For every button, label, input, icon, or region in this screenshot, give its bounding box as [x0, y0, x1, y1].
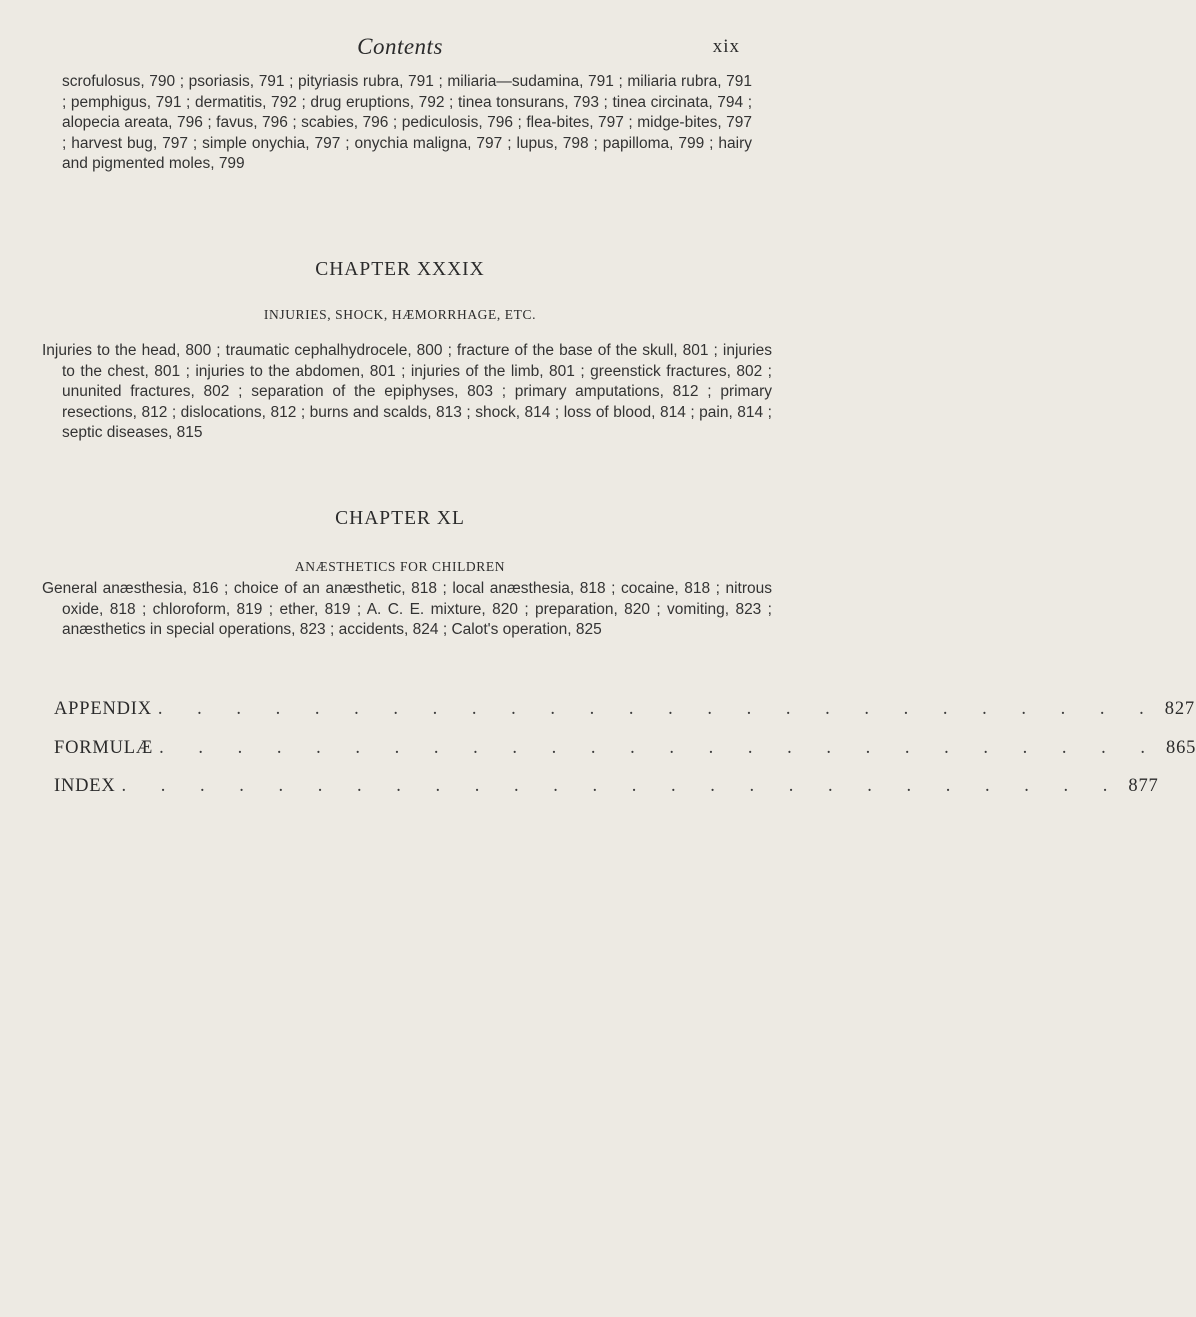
toc-entry-page: 877 — [1128, 776, 1159, 796]
chapter-heading: CHAPTER XXXIX — [315, 259, 485, 280]
chapter-subtitle: INJURIES, SHOCK, HÆMORRHAGE, ETC. — [263, 307, 537, 322]
running-head — [0, 34, 800, 64]
leader-dots: . . . . . . . . . . . . . . . . . . . . . . . . . . — [157, 699, 1159, 719]
chapter-heading: CHAPTER XL — [335, 508, 465, 529]
page-number: xix — [712, 36, 740, 57]
toc-entry-formulae — [54, 738, 1196, 759]
chapter-contents-paragraph: Injuries to the head, 800 ; traumatic cephalhydrocele, 800 ; fracture of the base of the skull, 801 ; injuries to the chest, 801 ; injuries to the abdomen, 801 ; injuries of the limb, 801 ; greenstick fractures, 802 ; ununited fractures, 802 ; separation of the epiphyses, 803 ; primary amputations, 812 ; primary resections, 812 ; dislocations, 812 ; burns and scalds, 813 ; shock, 814 ; loss of blood, 814 ; pain, 814 ; septic diseases, 815 — [42, 342, 772, 441]
running-title: Contents — [357, 34, 443, 59]
toc-entry-page: 865 — [1166, 738, 1196, 758]
toc-entry-label: INDEX — [54, 776, 116, 796]
chapter-contents-paragraph: General anæsthesia, 816 ; choice of an anæsthetic, 818 ; local anæsthesia, 818 ; cocaine, 818 ; nitrous oxide, 818 ; chloroform, 819 ; ether, 819 ; A. C. E. mixture, 820 ; preparation, 820 ; vomiting, 823 ; anæsthetics in special operations, 823 ; accidents, 824 ; Calot's operation, 825 — [42, 580, 772, 638]
toc-entry-label: FORMULÆ — [54, 738, 154, 758]
toc-entry-index — [54, 776, 1159, 797]
toc-entry-appendix — [54, 699, 1195, 720]
toc-entry-page: 827 — [1164, 699, 1195, 719]
continued-contents-paragraph: scrofulosus, 790 ; psoriasis, 791 ; pityriasis rubra, 791 ; miliaria—sudamina, 791 ; miliaria rubra, 791 ; pemphigus, 791 ; dermatitis, 792 ; drug eruptions, 792 ; tinea tonsurans, 793 ; tinea circinata, 794 ; alopecia areata, 796 ; favus, 796 ; scabies, 796 ; pediculosis, 796 ; flea-bites, 797 ; midge-bites, 797 ; harvest bug, 797 ; simple onychia, 797 ; onychia maligna, 797 ; lupus, 798 ; papilloma, 799 ; hairy and pigmented moles, 799 — [62, 73, 752, 172]
leader-dots: . . . . . . . . . . . . . . . . . . . . . . . . . . — [121, 776, 1123, 796]
chapter-subtitle: ANÆSTHETICS FOR CHILDREN — [294, 559, 506, 574]
toc-entry-label: APPENDIX — [54, 699, 152, 719]
leader-dots: . . . . . . . . . . . . . . . . . . . . . . . . . . — [159, 738, 1161, 758]
